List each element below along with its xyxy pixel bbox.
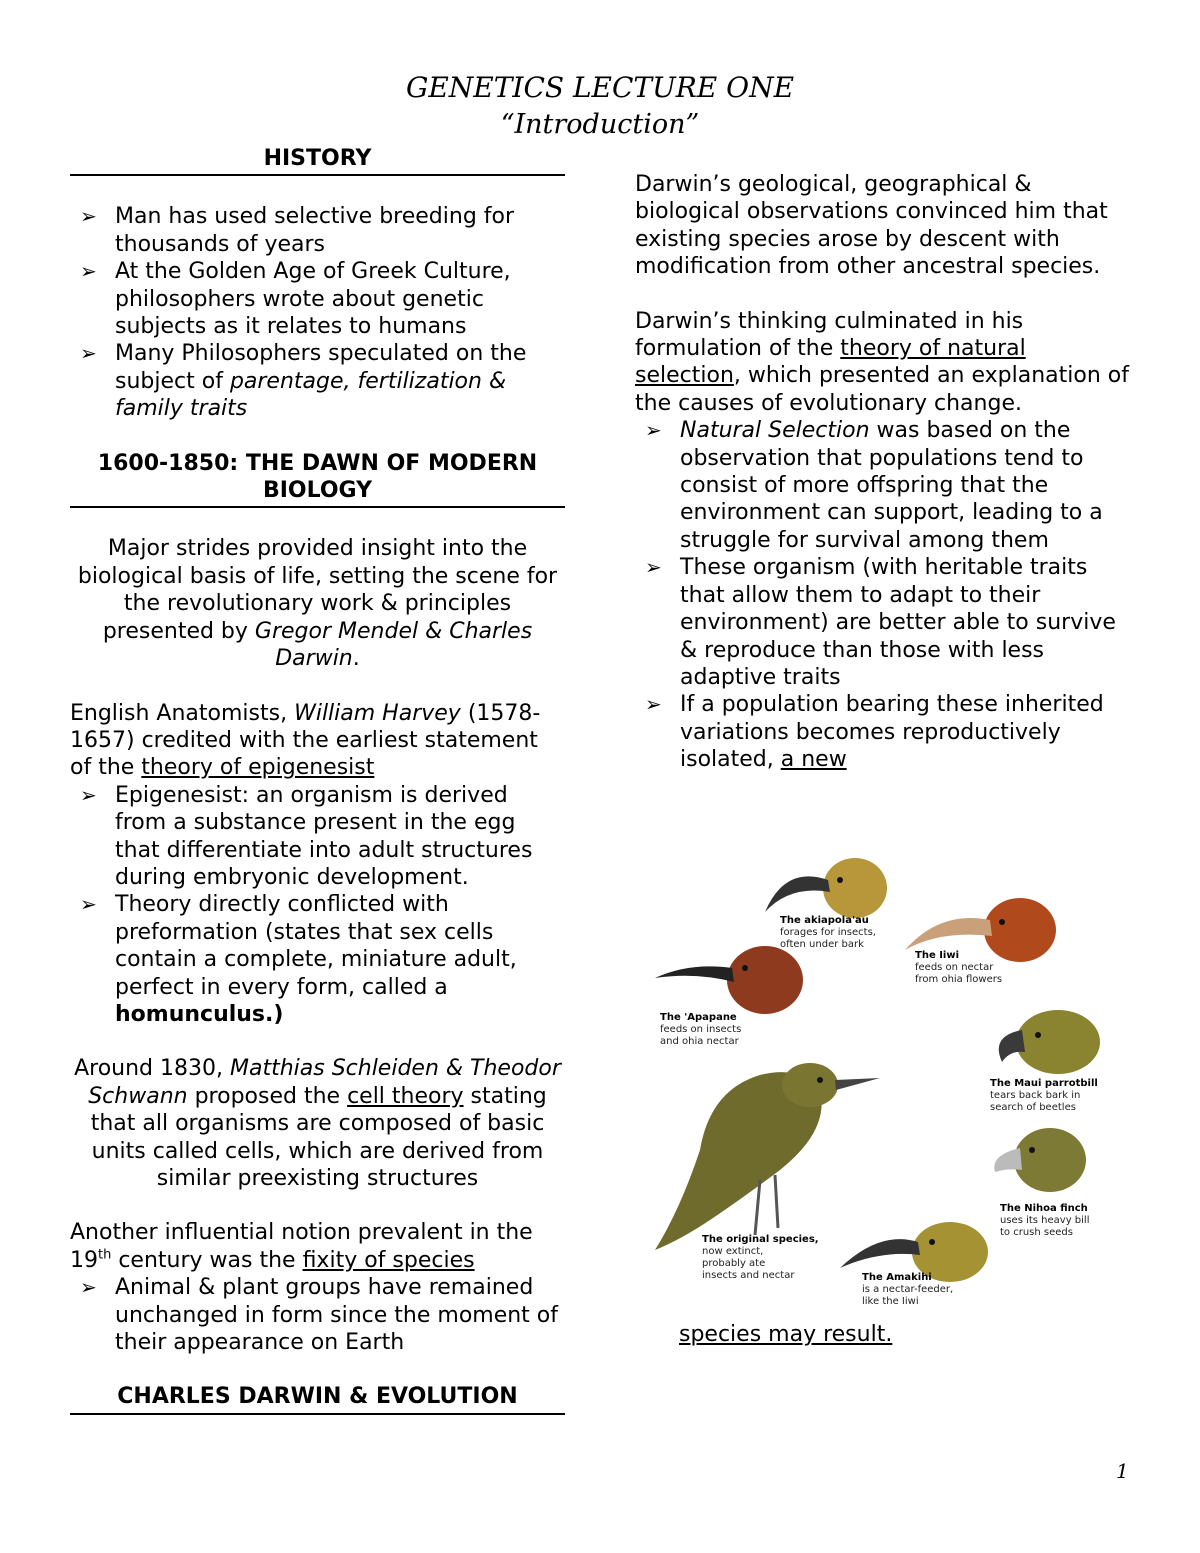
bird-akiapolaau <box>765 858 887 950</box>
bird-head-shape <box>823 858 887 918</box>
bird-beak-shape <box>994 1148 1022 1172</box>
bird-label-desc: to crush seeds <box>1000 1227 1073 1238</box>
bird-label-desc: often under bark <box>780 939 864 950</box>
list-item: ➢ These organism (with heritable traits that allow them to adapt to their environment) are better able to survive & reproduce than those with less adaptive traits <box>645 555 1116 690</box>
darwin-observations-paragraph: Darwin’s geological, geographical & biological observations convinced him that existing species arose by descent with modification from other ancestral species. <box>635 172 1108 280</box>
continuation-text: species may result. <box>679 1322 893 1347</box>
bird-label-desc: tears back bark in <box>990 1090 1081 1101</box>
document-title: GENETICS LECTURE ONE <box>405 71 795 104</box>
list-item: ➢ Theory directly conflicted with preformation (states that sex cells contain a complete, miniature adult, perfect in every form, called a homunculus.) <box>80 892 517 1027</box>
darwin-heading: CHARLES DARWIN & EVOLUTION <box>70 1383 565 1414</box>
arrow-bullet-icon: ➢ <box>80 341 97 366</box>
history-heading: HISTORY <box>70 145 565 176</box>
bird-beak-shape <box>655 966 734 982</box>
list-item: ➢ If a population bearing these inherited variations becomes reproductively isolated, a new <box>645 692 1104 773</box>
natural-selection-list <box>635 417 1135 773</box>
history-list <box>70 203 565 422</box>
bird-label-desc: and ohia nectar <box>660 1036 739 1047</box>
bird-head-shape <box>1016 1010 1100 1074</box>
fixity-paragraph: Another influential notion prevalent in the 19th century was the fixity of species <box>70 1220 533 1273</box>
arrow-bullet-icon: ➢ <box>645 692 662 717</box>
bird-beak-shape <box>905 918 992 950</box>
left-column <box>70 145 565 1415</box>
theory-epigenesis-term: theory of epigenesist <box>141 755 375 781</box>
arrow-bullet-icon: ➢ <box>80 204 97 229</box>
natural-selection-term: theory of natural selection <box>635 336 1026 389</box>
dawn-paragraph: Major strides provided insight into the biological basis of life, setting the scene for the revolutionary work & principles presented by Gregor Mendel & Charles Darwin. <box>77 536 558 672</box>
bird-amakihi <box>840 1222 988 1307</box>
bird-label-desc: is a nectar-feeder, <box>862 1284 954 1295</box>
bird-label-desc: probably ate <box>702 1258 766 1269</box>
bird-label-name: The Iiwi <box>915 950 960 961</box>
bird-head-shape <box>984 898 1056 962</box>
list-item: ➢ Man has used selective breeding for thousands of years <box>80 204 515 257</box>
list-item: ➢ Epigenesist: an organism is derived from a substance present in the egg that differentiate into adult structures during embryonic development. <box>80 782 533 890</box>
fixity-list <box>70 1274 565 1356</box>
bird-label-desc: forages for insects, <box>780 927 876 938</box>
bird-label-name: The original species, <box>702 1234 819 1245</box>
bird-head-shape <box>1014 1128 1086 1192</box>
bird-label-desc: feeds on nectar <box>915 962 994 973</box>
cell-theory-term: cell theory <box>347 1083 464 1109</box>
dawn-heading: 1600-1850: THE DAWN OF MODERN BIOLOGY <box>70 450 565 509</box>
bird-head-shape <box>782 1063 838 1107</box>
bird-label-name: The Maui parrotbill <box>990 1078 1098 1089</box>
list-item: ➢ Many Philosophers speculated on the subject of parentage, fertilization & family traits <box>80 341 527 422</box>
bird-beak-shape <box>840 1239 920 1268</box>
bird-label-desc: search of beetles <box>990 1102 1076 1113</box>
arrow-bullet-icon: ➢ <box>80 259 97 284</box>
bird-beak-shape <box>835 1078 880 1090</box>
bird-original-species <box>655 1063 880 1281</box>
bird-label-name: The 'Apapane <box>660 1012 737 1023</box>
page-number: 1 <box>1116 1459 1129 1483</box>
list-item: ➢ Natural Selection was based on the observation that populations tend to consist of more offspring that the environment can support, leading to a struggle for survival among them <box>645 418 1103 553</box>
bird-label-desc: uses its heavy bill <box>1000 1215 1090 1226</box>
bird-label-desc: like the Iiwi <box>862 1296 919 1307</box>
harvey-paragraph: English Anatomists, William Harvey (1578-1657) credited with the earliest statement of the theory of epigenesist <box>70 700 541 781</box>
bird-label-name: The Nihoa finch <box>1000 1203 1088 1214</box>
bird-nihoa-finch <box>994 1128 1089 1238</box>
bird-label-desc: insects and nectar <box>702 1270 795 1281</box>
bird-label-desc: feeds on insects <box>660 1024 742 1035</box>
list-item: ➢ At the Golden Age of Greek Culture, philosophers wrote about genetic subjects as it relates to humans <box>80 259 511 340</box>
bird-label-name: The Amakihi <box>862 1272 932 1283</box>
bird-head-shape <box>727 946 803 1014</box>
bird-maui-parrotbill <box>990 1010 1100 1113</box>
arrow-bullet-icon: ➢ <box>645 555 662 580</box>
list-item: ➢ Animal & plant groups have remained unchanged in form since the moment of their appearance on Earth <box>80 1275 559 1356</box>
bird-apapane <box>655 946 803 1047</box>
bird-label-desc: now extinct, <box>702 1246 764 1257</box>
fixity-term: fixity of species <box>302 1247 475 1273</box>
arrow-bullet-icon: ➢ <box>80 1275 97 1300</box>
natural-selection-paragraph: Darwin’s thinking culminated in his formulation of the theory of natural selection, which presented an explanation of the causes of evolutionary change. <box>635 308 1129 416</box>
arrow-bullet-icon: ➢ <box>80 892 97 917</box>
hawaiian-honeycreeper-figure <box>650 850 1120 1310</box>
bird-beak-shape <box>765 876 830 912</box>
arrow-bullet-icon: ➢ <box>80 782 97 807</box>
cell-theory-paragraph: Around 1830, Matthias Schleiden & Theodor Schwann proposed the cell theory stating that all organisms are composed of basic units called cells, which are derived from similar preexisting structures <box>74 1056 561 1191</box>
bird-iiwi <box>905 898 1056 985</box>
epigenesis-list <box>70 782 565 1029</box>
bird-label-name: The akiapola'au <box>780 915 869 926</box>
right-column <box>635 171 1135 774</box>
bird-label-desc: from ohia flowers <box>915 974 1003 985</box>
arrow-bullet-icon: ➢ <box>645 418 662 443</box>
document-subtitle: “Introduction” <box>500 109 700 140</box>
